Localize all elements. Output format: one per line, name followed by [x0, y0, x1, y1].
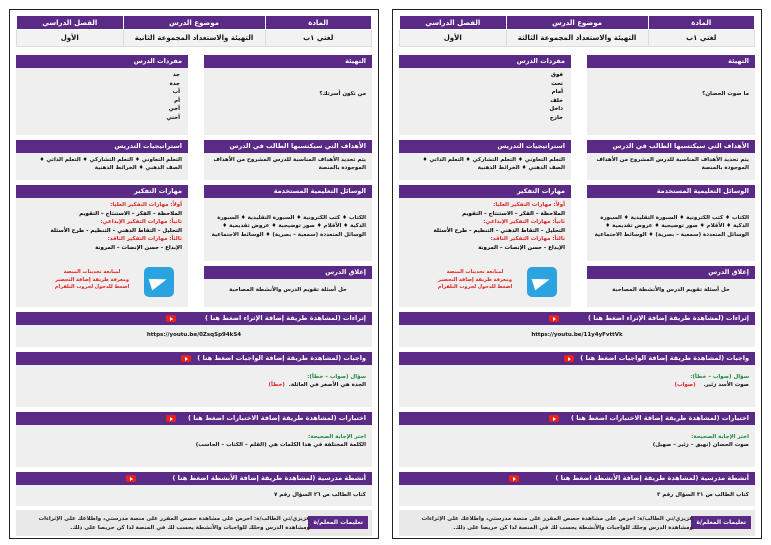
- homework-box: [399, 352, 755, 407]
- thinking-line: أولاً: مهارات التفكير العليا:: [493, 202, 565, 208]
- homework-answer: (صواب): [674, 382, 696, 389]
- strategies-box: [16, 140, 188, 180]
- resources-text: الكتاب ♦ كتب الكترونية ♦ السبورة التقليدية ♦ السبورة الذكية ♦ الأقلام ♦ صور توضيحية ♦ عروض تقديمية ♦ الوسائل المتعددة (سمعية – بصرية) ♦ الوسائط الاجتماعية: [211, 215, 366, 238]
- homework-label: واجبات (لمشاهدة طريقة إضافة الواجبات اضغط هنا ): [580, 354, 749, 362]
- homework-box: [16, 352, 372, 407]
- closure-title: إغلاق الدرس: [204, 266, 372, 279]
- strategies-text: التعلم التعاوني ♦ التعلم التشاركي ♦ التعلم الذاتي ♦ الصف الذهني ♦ الخرائط الذهنية: [39, 157, 182, 172]
- enrichment-link[interactable]: https://youtu.be/0ZsqSp94kS4: [146, 332, 242, 338]
- teacher-notes-tag: تعليمات المعلم/ة: [308, 516, 368, 529]
- thinking-box: [399, 185, 571, 307]
- tests-box: [16, 412, 372, 467]
- test-question: الكلمة المختلفة في هذا الكلمات هي (القلم – الكتاب – الحاسب): [195, 442, 366, 449]
- vocab-item: أب: [172, 89, 180, 96]
- topic-heading: موضوع الدرس: [506, 16, 648, 30]
- vocab-item: أمام: [551, 89, 563, 96]
- activities-box: [399, 472, 755, 506]
- warmup-box: [204, 55, 372, 135]
- objectives-box: [204, 140, 372, 180]
- youtube-icon[interactable]: [509, 475, 519, 482]
- telegram-icon[interactable]: [527, 267, 557, 297]
- tests-label: اختبارات (لمشاهدة طريقة إضافة الاختبارات اضغط هنا ): [570, 414, 749, 422]
- resources-title: الوسائل التعليمية المستخدمة: [587, 185, 755, 198]
- closure-title: إغلاق الدرس: [587, 266, 755, 279]
- vocab-item: جد: [172, 72, 180, 78]
- homework-answer: (خطأ): [268, 382, 285, 389]
- semester-value: الأول: [400, 30, 507, 47]
- activities-title[interactable]: [16, 472, 372, 485]
- youtube-icon[interactable]: [549, 315, 559, 322]
- objectives-title: الأهداف التي سيكتسبها الطالب في الدرس: [204, 140, 372, 153]
- homework-question-text: الجدة هي الأصغر في العائلة.: [288, 382, 366, 389]
- enrichment-label: إثراءات (لمشاهدة طريقة إضافة الإثراء اضغط هنا ): [205, 314, 366, 322]
- subject-value: لغتي ١ب: [265, 30, 372, 47]
- enrichment-label: إثراءات (لمشاهدة طريقة إضافة الإثراء اضغط هنا ): [588, 314, 749, 322]
- semester-value: الأول: [17, 30, 124, 47]
- warmup-box: [587, 55, 755, 135]
- teacher-notes-tag: تعليمات المعلم/ة: [691, 516, 751, 529]
- vocab-box: [399, 55, 571, 135]
- promo-line: اضغط للدخول لجروب التلقرام: [437, 284, 513, 290]
- warmup-title: التهيئة: [587, 55, 755, 68]
- thinking-line: ثانياً: مهارات التفكير الإبداعي:: [100, 219, 182, 226]
- thinking-line: الملاحظة – الفكر – الاستنتاج – التقويم: [462, 210, 565, 217]
- activity-text: كتاب الطالب ص ٣١ السؤال رقم ٣: [656, 492, 749, 498]
- youtube-icon[interactable]: [564, 355, 574, 362]
- tests-body: [399, 425, 755, 453]
- homework-question-type: سؤال (صواب – خطأ):: [307, 374, 366, 380]
- homework-body: [399, 365, 755, 393]
- lesson-plan-page-left: [9, 9, 379, 539]
- thinking-line: الإبداع - حسن الإنصات – المرونة: [478, 244, 565, 251]
- teacher-notes: [16, 510, 372, 536]
- telegram-icon[interactable]: [144, 267, 174, 297]
- strategies-box: [399, 140, 571, 180]
- homework-body: [16, 365, 372, 393]
- promo-line: ومعرفة طريقة إضافة التحضير: [54, 276, 130, 283]
- promo-line: لمتابعة تحديثات المنصة: [63, 269, 121, 275]
- homework-title[interactable]: [399, 352, 755, 365]
- objectives-text: يتم تحديد الأهداف المناسبة للدرس المشروح من الأهداف الموجودة بالمنصة: [596, 157, 749, 172]
- topic-heading: موضوع الدرس: [123, 16, 265, 30]
- homework-question: [22, 381, 366, 389]
- strategies-text: التعلم التعاوني ♦ التعلم التشاركي ♦ التعلم الذاتي ♦ الصف الذهني ♦ الخرائط الذهنية: [422, 157, 565, 172]
- vocab-item: خلف: [550, 97, 563, 104]
- thinking-line: ثالثاً: مهارات التفكير الناقد:: [490, 236, 565, 243]
- thinking-box: [16, 185, 188, 307]
- objectives-title: الأهداف التي سيكتسبها الطالب في الدرس: [587, 140, 755, 153]
- promo-line: لمتابعة تحديثات المنصة: [446, 269, 504, 275]
- vocab-item: أم: [174, 97, 180, 104]
- activities-label: أنشطة مدرسية (لمشاهدة طريقة إضافة الأنشطة اضغط هنا ): [555, 474, 749, 482]
- tests-title[interactable]: [399, 412, 755, 425]
- teacher-notes-text: عزيزي/تي الطالب/ة: احرص على مشاهدة حصص المقرر على منصة مدرستي، واطلاعك على الإثراءات ومشاهدة الدرس وحلك للواجبات والأنشطة يحسب لك في المنصة لذا كن حريصا على ذلك.: [38, 516, 310, 531]
- strategies-title: استراتيجيات التدريس: [399, 140, 571, 153]
- closure-text: حل أسئلة تقويم الدرس والأنشطة المصاحبة: [229, 287, 347, 293]
- thinking-line: ثانياً: مهارات التفكير الإبداعي:: [483, 219, 565, 226]
- lesson-header: [16, 15, 372, 47]
- thinking-line: الإبداع - حسن الإنصات – المرونة: [95, 244, 182, 251]
- activities-box: [16, 472, 372, 506]
- semester-heading: الفصل الدراسي: [400, 16, 507, 30]
- vocab-item: داخل: [549, 106, 563, 113]
- activity-text: كتاب الطالب ص ٢٦ السؤال رقم ٧: [273, 492, 366, 498]
- topic-value: التهيئة والاستعداد المجموعة الثالثة: [506, 30, 648, 47]
- vocab-list: [16, 68, 188, 125]
- objectives-box: [587, 140, 755, 180]
- thinking-line: الملاحظة – الفكر – الاستنتاج – التقويم: [79, 210, 182, 217]
- topic-value: التهيئة والاستعداد المجموعة الثانية: [123, 30, 265, 47]
- tests-box: [399, 412, 755, 467]
- lesson-plan-page-right: [392, 9, 762, 539]
- thinking-title: مهارات التفكير: [399, 185, 571, 198]
- tests-body: [16, 425, 372, 453]
- thinking-line: ثالثاً: مهارات التفكير الناقد:: [107, 236, 182, 243]
- telegram-promo[interactable]: [429, 269, 521, 292]
- resources-box: [204, 185, 372, 261]
- youtube-icon[interactable]: [166, 415, 176, 422]
- youtube-icon[interactable]: [126, 475, 136, 482]
- vocab-item: أختي: [166, 114, 180, 121]
- closure-box: [587, 266, 755, 307]
- vocab-item: تحت: [551, 80, 563, 87]
- tests-label: اختبارات (لمشاهدة طريقة إضافة الاختبارات اضغط هنا ): [187, 414, 366, 422]
- vocab-item: أخي: [168, 106, 180, 113]
- youtube-icon[interactable]: [549, 415, 559, 422]
- thinking-line: أولاً: مهارات التفكير العليا:: [110, 202, 182, 208]
- activities-label: أنشطة مدرسية (لمشاهدة طريقة إضافة الأنشطة اضغط هنا ): [172, 474, 366, 482]
- enrichment-link[interactable]: https://youtu.be/11y4yFvttVk: [531, 332, 623, 338]
- homework-title[interactable]: [16, 352, 372, 365]
- vocab-list: [399, 68, 571, 125]
- homework-question-type: سؤال (صواب – خطأ):: [690, 374, 749, 380]
- enrichment-box: [16, 312, 372, 347]
- tests-title[interactable]: [16, 412, 372, 425]
- enrichment-title[interactable]: [399, 312, 755, 325]
- vocab-item: فوق: [551, 72, 563, 78]
- homework-question: [405, 381, 749, 389]
- homework-label: واجبات (لمشاهدة طريقة إضافة الواجبات اضغط هنا ): [197, 354, 366, 362]
- strategies-title: استراتيجيات التدريس: [16, 140, 188, 153]
- promo-line: ومعرفة طريقة إضافة التحضير: [437, 276, 513, 283]
- subject-value: لغتي ١ب: [648, 30, 755, 47]
- thinking-list: [399, 198, 571, 255]
- warmup-text: ما صوت الحصان؟: [702, 91, 749, 97]
- resources-text: الكتاب ♦ كتب الكترونية ♦ السبورة التقليدية ♦ السبورة الذكية ♦ الأقلام ♦ صور توضيحية ♦ عروض تقديمية ♦ الوسائل المتعددة (سمعية – بصرية) ♦ الوسائط الاجتماعية: [594, 215, 749, 238]
- warmup-text: من تكون أسرتك؟: [319, 91, 366, 97]
- test-question-type: اختر الإجابة الصحيحة:: [308, 434, 366, 440]
- youtube-icon[interactable]: [181, 355, 191, 362]
- promo-line: اضغط للدخول لجروب التلقرام: [54, 284, 130, 290]
- lesson-header: [399, 15, 755, 47]
- semester-heading: الفصل الدراسي: [17, 16, 124, 30]
- warmup-title: التهيئة: [204, 55, 372, 68]
- vocab-item: جدة: [169, 80, 180, 87]
- thinking-list: [16, 198, 188, 255]
- resources-box: [587, 185, 755, 261]
- vocab-item: خارج: [549, 114, 563, 121]
- resources-title: الوسائل التعليمية المستخدمة: [204, 185, 372, 198]
- test-question: صوت الحصان (نهيق – زئير – صهيل): [652, 442, 749, 449]
- teacher-notes: [399, 510, 755, 536]
- enrichment-box: [399, 312, 755, 347]
- thinking-line: التحليل – التقاط الذهني – التنظيم - طرح الأسئلة: [50, 227, 182, 234]
- youtube-icon[interactable]: [166, 315, 176, 322]
- vocab-title: مفردات الدرس: [16, 55, 188, 68]
- test-question-type: اختر الإجابة الصحيحة:: [691, 434, 749, 440]
- teacher-notes-text: عزيزي/تي الطالب/ة: احرص على مشاهدة حصص المقرر على منصة مدرستي، واطلاعك على الإثراءات ومشاهدة الدرس وحلك للواجبات والأنشطة يحسب لك في المنصة لذا كن حريصا على ذلك.: [421, 516, 693, 531]
- closure-text: حل أسئلة تقويم الدرس والأنشطة المصاحبة: [612, 287, 730, 293]
- activities-title[interactable]: [399, 472, 755, 485]
- vocab-title: مفردات الدرس: [399, 55, 571, 68]
- vocab-box: [16, 55, 188, 135]
- objectives-text: يتم تحديد الأهداف المناسبة للدرس المشروح من الأهداف الموجودة بالمنصة: [213, 157, 366, 172]
- subject-heading: المادة: [648, 16, 755, 30]
- enrichment-title[interactable]: [16, 312, 372, 325]
- telegram-promo[interactable]: [46, 269, 138, 292]
- homework-question-text: صوت الأسد زئير.: [703, 382, 749, 389]
- closure-box: [204, 266, 372, 307]
- subject-heading: المادة: [265, 16, 372, 30]
- thinking-title: مهارات التفكير: [16, 185, 188, 198]
- thinking-line: التحليل – التقاط الذهني – التنظيم - طرح الأسئلة: [433, 227, 565, 234]
